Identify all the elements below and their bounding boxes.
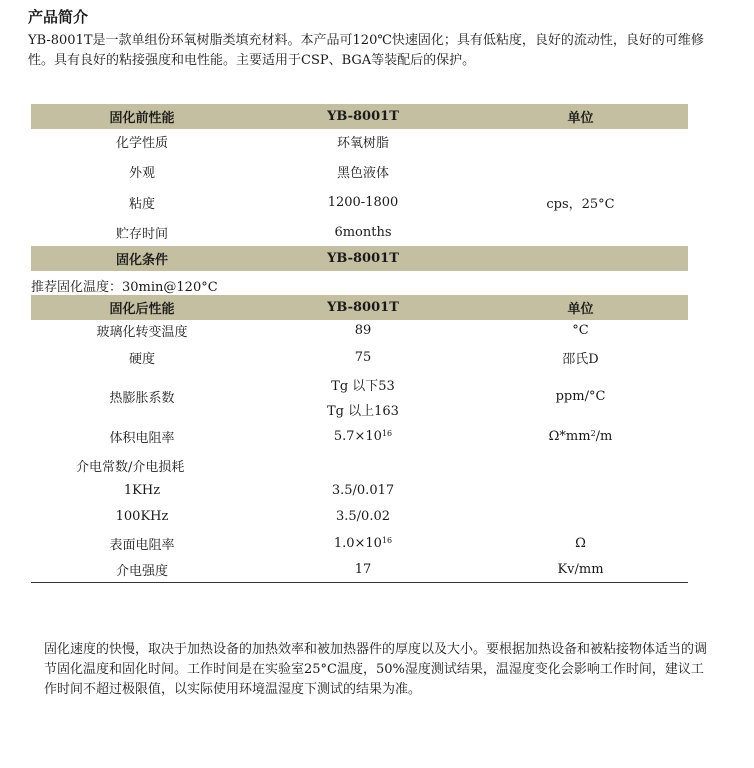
note-paragraph: 固化速度的快慢，取决于加热设备的加热效率和被加热器件的厚度以及大小。要根据加热设备和被粘接物体适当的调节固化温度和固化时间。工作时间是在实验室25°C温度，50%湿度测试结果，温湿度变化会影响工作时间，建议工作时间不超过极限值，以实际使用环境温湿度下测试的结果为准。	[44, 642, 708, 697]
table-row	[31, 397, 688, 422]
intro-paragraph: YB-8001T是一款单组份环氧树脂类填充材料。本产品可120℃快速固化；具有低粘度，良好的流动性，良好的可维修性。具有良好的粘接强度和电性能。主要适用于CSP、BGA等装配后的保护。	[28, 33, 704, 68]
table-bottom-rule	[31, 582, 688, 583]
row-value: 3.5/0.017	[331, 483, 395, 498]
pre-cure-header-product: YB-8001T	[327, 109, 399, 124]
row-label: 表面电阻率	[109, 538, 175, 553]
row-label: 外观	[128, 166, 155, 181]
row-value: 黑色液体	[336, 166, 389, 181]
section-title: 产品简介	[28, 8, 89, 26]
row-label: 玻璃化转变温度	[96, 325, 188, 340]
row-label: 化学性质	[115, 136, 168, 151]
value-mantissa: 1.0×10	[333, 536, 382, 551]
row-unit	[473, 424, 688, 449]
pre-cure-header-property: 固化前性能	[109, 111, 175, 126]
row-unit: °C	[572, 323, 589, 338]
row-unit: Kv/mm	[557, 562, 604, 577]
row-value: 环氧树脂	[336, 136, 389, 151]
row-value: 75	[354, 350, 372, 365]
cure-header-property: 固化条件	[115, 253, 168, 268]
table-row	[31, 129, 688, 154]
row-value	[253, 531, 473, 556]
value-exponent: 16	[381, 536, 393, 545]
unit-tail: /m	[595, 429, 613, 444]
row-label: 体积电阻率	[109, 431, 175, 446]
dielectric-heading: 介电常数/介电损耗	[76, 460, 185, 475]
row-value: 89	[354, 323, 372, 338]
row-label: 硬度	[128, 352, 155, 367]
row-label: 1KHz	[123, 483, 161, 498]
table-row	[31, 424, 688, 449]
pre-cure-header-unit: 单位	[567, 111, 594, 126]
post-cure-header-unit: 单位	[567, 302, 594, 317]
row-label: 100KHz	[115, 509, 169, 524]
row-value-below-tg: Tg 以下53	[331, 379, 395, 394]
value-mantissa: 5.7×10	[333, 429, 382, 444]
row-value	[253, 424, 473, 449]
row-unit: cps，25°C	[546, 197, 615, 212]
table-row	[31, 220, 688, 245]
table-row	[31, 159, 688, 184]
unit-base: Ω*mm	[548, 429, 591, 444]
row-value-above-tg: Tg 以上163	[327, 404, 399, 419]
cure-header-product: YB-8001T	[327, 251, 399, 266]
table-row	[31, 504, 688, 529]
post-cure-header-product: YB-8001T	[327, 300, 399, 315]
pre-cure-header-row	[31, 104, 688, 129]
row-unit: 邵氏D	[562, 352, 599, 367]
row-label: 热膨胀系数	[109, 391, 175, 406]
row-value: 1200-1800	[327, 195, 399, 210]
row-value: 17	[354, 562, 372, 577]
post-cure-header-row	[31, 295, 688, 320]
row-unit: Ω	[575, 536, 586, 551]
table-row	[31, 345, 688, 370]
table-row	[31, 478, 688, 503]
value-exponent: 16	[381, 429, 393, 438]
row-label: 介电强度	[115, 564, 168, 579]
row-unit: ppm/°C	[555, 389, 606, 404]
row-label: 贮存时间	[115, 227, 168, 242]
cure-header-row	[31, 246, 688, 271]
table-row	[31, 318, 688, 343]
table-row	[31, 531, 688, 556]
table-row	[31, 190, 688, 215]
row-label: 粘度	[128, 197, 155, 212]
row-value: 3.5/0.02	[336, 509, 390, 524]
row-value: 6months	[334, 225, 392, 240]
recommended-cure-text: 推荐固化温度：30min@120°C	[31, 280, 218, 295]
table-row	[31, 557, 688, 582]
unit-exponent: 2	[590, 429, 596, 438]
post-cure-header-property: 固化后性能	[109, 302, 175, 317]
